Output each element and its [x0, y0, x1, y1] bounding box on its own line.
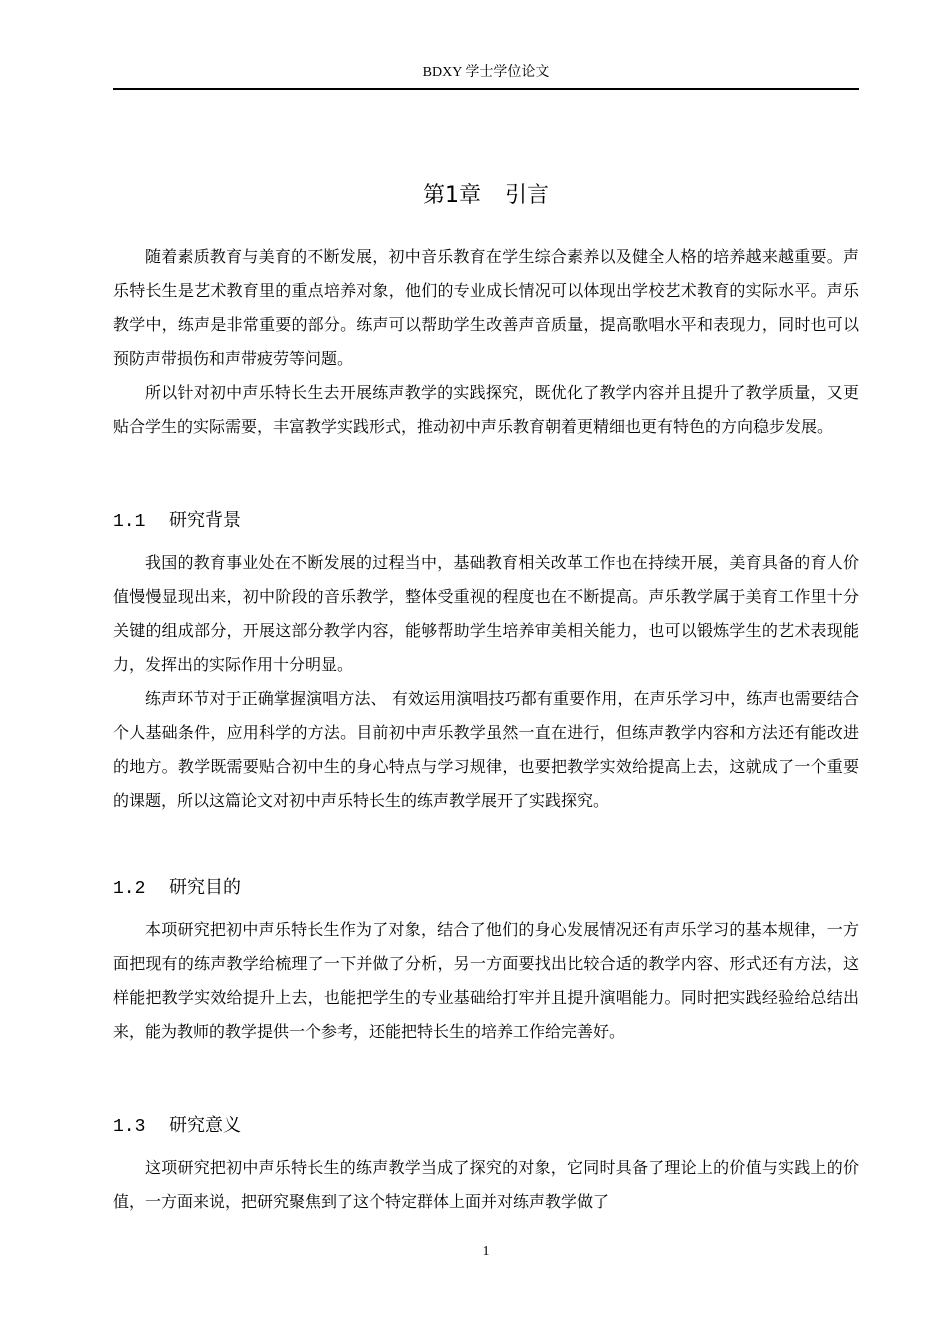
section-title: 研究意义 — [169, 1115, 241, 1136]
section-title: 研究背景 — [169, 510, 241, 531]
running-header: BDXY 学士学位论文 — [422, 65, 550, 80]
body-paragraph: 本项研究把初中声乐特长生作为了对象，结合了他们的身心发展情况还有声乐学习的基本规律，一方面把现有的练声教学给梳理了一下并做了分析，另一方面要找出比较合适的教学内容、形式还有方法，这样能把教学实效给提升上去，也能把学生的专业基础给打牢并且提升演唱能力。同时把实践经验给总结出来，能为教师的教学提供一个参考，还能把特长生的培养工作给完善好。 — [113, 920, 859, 1041]
page-number: 1 — [482, 1244, 490, 1259]
intro-paragraph: 所以针对初中声乐特长生去开展练声教学的实践探究，既优化了教学内容并且提升了教学质量，又更贴合学生的实际需要，丰富教学实践形式，推动初中声乐教育朝着更精细也更有特色的方向稳步发展。 — [113, 383, 859, 436]
section-heading — [113, 508, 859, 535]
body-paragraph: 我国的教育事业处在不断发展的过程当中，基础教育相关改革工作也在持续开展，美育具备的育人价值慢慢显现出来，初中阶段的音乐教学，整体受重视的程度也在不断提高。声乐教学属于美育工作里十分关键的组成部分，开展这部分教学内容，能够帮助学生培养审美相关能力，也可以锻炼学生的艺术表现能力，发挥出的实际作用十分明显。 — [113, 553, 859, 674]
section-heading — [113, 875, 859, 902]
chapter-name: 引言 — [504, 183, 549, 208]
section-heading — [113, 1113, 859, 1140]
body-paragraph: 练声环节对于正确掌握演唱方法、 有效运用演唱技巧都有重要作用，在声乐学习中，练声也需要结合个人基础条件，应用科学的方法。目前初中声乐教学虽然一直在进行，但练声教学内容和方法还有能改进的地方。教学既需要贴合初中生的身心特点与学习规律，也要把教学实效给提高上去，这就成了一个重要的课题，所以这篇论文对初中声乐特长生的练声教学展开了实践探究。 — [113, 689, 859, 810]
chapter-number: 第1章 — [422, 183, 481, 208]
body-paragraph: 这项研究把初中声乐特长生的练声教学当成了探究的对象，它同时具备了理论上的价值与实践上的价值，一方面来说，把研究聚焦到了这个特定群体上面并对练声教学做了 — [113, 1158, 859, 1211]
section-title: 研究目的 — [169, 877, 241, 898]
header-rule — [113, 88, 859, 90]
section-number: 1.2 — [113, 879, 146, 899]
section-number: 1.1 — [113, 512, 146, 532]
section-number: 1.3 — [113, 1117, 146, 1137]
intro-paragraph: 随着素质教育与美育的不断发展，初中音乐教育在学生综合素养以及健全人格的培养越来越重要。声乐特长生是艺术教育里的重点培养对象，他们的专业成长情况可以体现出学校艺术教育的实际水平。声乐教学中，练声是非常重要的部分。练声可以帮助学生改善声音质量，提高歌唱水平和表现力，同时也可以预防声带损伤和声带疲劳等问题。 — [113, 247, 859, 368]
chapter-title — [113, 180, 859, 212]
